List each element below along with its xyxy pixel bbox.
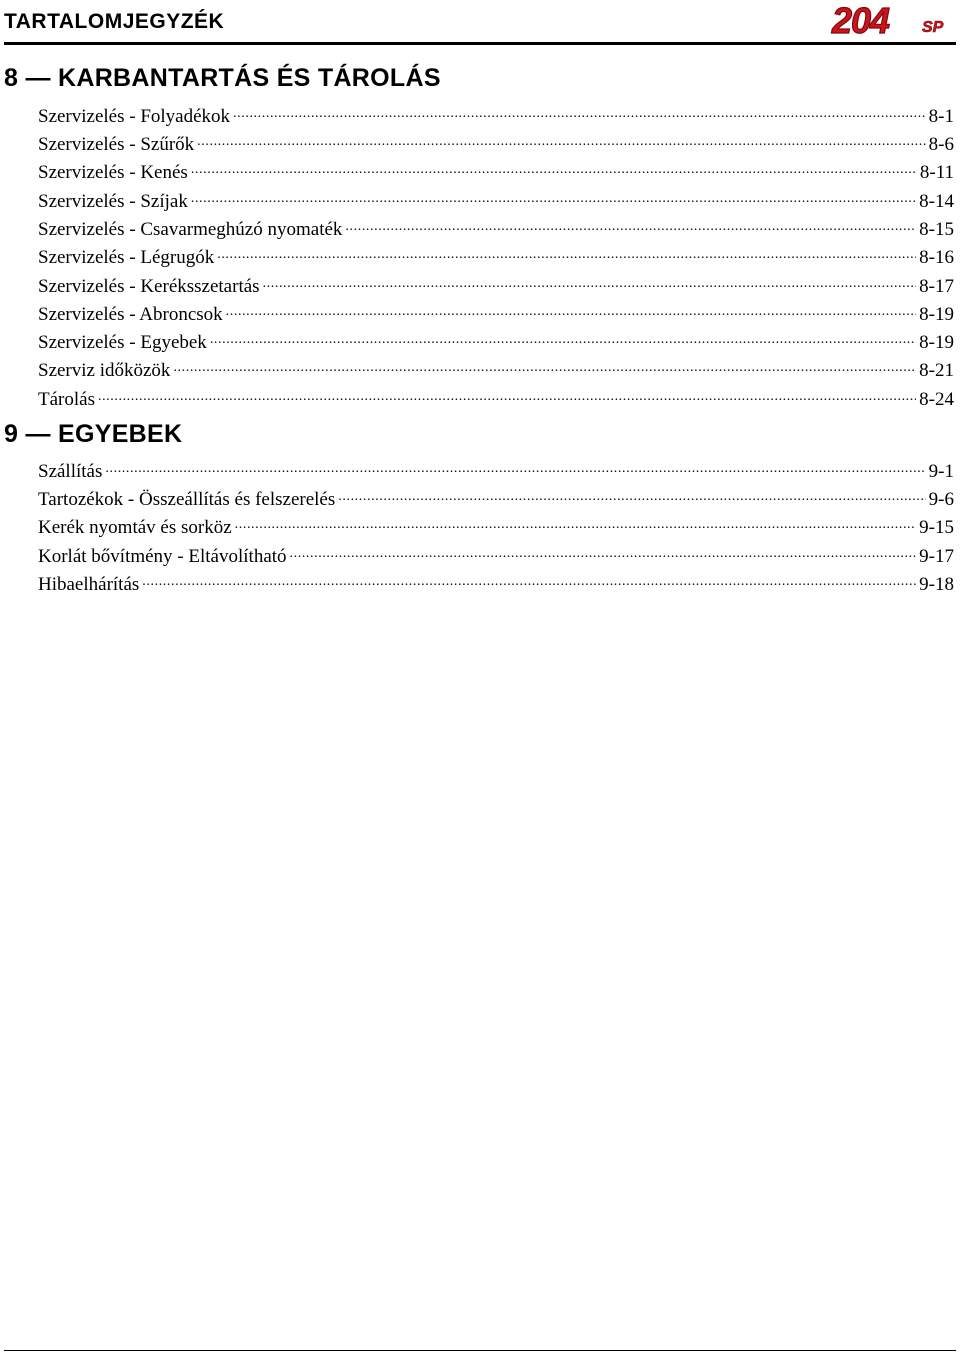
toc-entry[interactable] xyxy=(38,269,954,297)
dot-leader xyxy=(263,269,917,292)
toc-entry-page: 8-1 xyxy=(928,105,954,127)
dot-leader xyxy=(345,212,916,235)
toc-entry[interactable] xyxy=(38,99,954,127)
toc-entry-label: Szervizelés - Légrugók xyxy=(38,247,215,269)
dot-leader xyxy=(233,99,926,122)
toc-entry[interactable] xyxy=(38,382,954,410)
logo-number: 204 xyxy=(832,2,890,38)
toc-entry-label: Szervizelés - Szűrők xyxy=(38,134,195,156)
toc-entry[interactable] xyxy=(38,297,954,325)
toc-entry-label: Korlát bővítmény - Eltávolítható xyxy=(38,545,287,567)
toc-entry[interactable] xyxy=(38,240,954,268)
dot-leader xyxy=(142,567,916,590)
toc-entry-page: 8-19 xyxy=(919,332,954,354)
brand-logo xyxy=(830,2,956,38)
toc-entry-page: 8-11 xyxy=(919,162,954,184)
toc-entry-page: 8-17 xyxy=(919,275,954,297)
toc-entry[interactable] xyxy=(38,184,954,212)
toc-entry-label: Kerék nyomtáv és sorköz xyxy=(38,517,232,539)
dot-leader xyxy=(217,240,916,263)
toc-entry-label: Szervizelés - Csavarmeghúzó nyomaték xyxy=(38,218,343,240)
toc-entry[interactable] xyxy=(38,212,954,240)
toc-entry-label: Szervizelés - Szíjak xyxy=(38,190,188,212)
page-title: TARTALOMJEGYZÉK xyxy=(4,10,225,33)
toc-entry-page: 9-6 xyxy=(928,489,954,511)
dot-leader xyxy=(173,354,916,377)
toc-entry-label: Szervizelés - Kenés xyxy=(38,162,188,184)
toc-entry[interactable] xyxy=(38,354,954,382)
toc-entry-label: Hibaelhárítás xyxy=(38,573,140,595)
logo-suffix: SP xyxy=(922,19,944,36)
toc-entry[interactable] xyxy=(38,567,954,595)
toc-entry-page: 9-15 xyxy=(919,517,954,539)
dot-leader xyxy=(226,297,917,320)
section-9-list xyxy=(38,454,954,595)
toc-entry-label: Szerviz időközök xyxy=(38,360,171,382)
toc-entry-page: 9-1 xyxy=(928,460,954,482)
toc-entry-label: Szervizelés - Egyebek xyxy=(38,332,207,354)
toc-entry-page: 8-6 xyxy=(928,134,954,156)
dot-leader xyxy=(235,511,917,534)
section-9-title: 9 — EGYEBEK xyxy=(4,420,183,448)
toc-entry-page: 8-14 xyxy=(919,190,954,212)
section-8-title: 8 — KARBANTARTÁS ÉS TÁROLÁS xyxy=(4,64,441,92)
dot-leader xyxy=(98,382,916,405)
toc-entry-page: 8-15 xyxy=(919,218,954,240)
dot-leader xyxy=(191,156,917,179)
toc-entry-label: Szállítás xyxy=(38,460,103,482)
dot-leader xyxy=(290,539,917,562)
toc-entry[interactable] xyxy=(38,511,954,539)
toc-entry-page: 8-19 xyxy=(919,303,954,325)
toc-entry[interactable] xyxy=(38,127,954,155)
toc-entry-label: Szervizelés - Abroncsok xyxy=(38,303,223,325)
section-8-list xyxy=(38,99,954,410)
toc-entry-page: 8-16 xyxy=(919,247,954,269)
toc-entry[interactable] xyxy=(38,482,954,510)
toc-entry-label: Tartozékok - Összeállítás és felszerelés xyxy=(38,489,336,511)
dot-leader xyxy=(191,184,916,207)
dot-leader xyxy=(338,482,925,505)
toc-entry-label: Tárolás xyxy=(38,388,95,410)
footer-divider xyxy=(4,1350,956,1351)
dot-leader xyxy=(197,127,926,150)
toc-entry-page: 9-18 xyxy=(919,573,954,595)
dot-leader xyxy=(210,325,916,348)
page-header xyxy=(4,0,956,45)
toc-entry[interactable] xyxy=(38,156,954,184)
toc-entry[interactable] xyxy=(38,454,954,482)
toc-entry-page: 8-21 xyxy=(919,360,954,382)
toc-entry-label: Szervizelés - Keréksszetartás xyxy=(38,275,260,297)
toc-entry[interactable] xyxy=(38,325,954,353)
toc-entry-label: Szervizelés - Folyadékok xyxy=(38,105,231,127)
toc-entry-page: 9-17 xyxy=(919,545,954,567)
toc-entry[interactable] xyxy=(38,539,954,567)
toc-entry-page: 8-24 xyxy=(919,388,954,410)
dot-leader xyxy=(105,454,925,477)
